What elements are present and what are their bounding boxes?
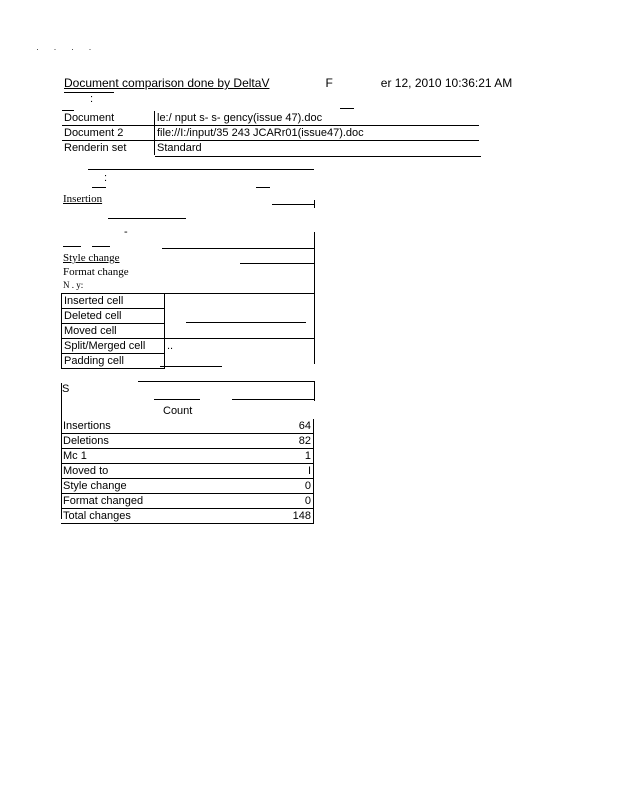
table-row bbox=[61, 509, 314, 524]
legend-colon: : bbox=[104, 172, 108, 184]
table-row bbox=[62, 294, 316, 309]
table-row bbox=[62, 126, 479, 141]
table-row bbox=[61, 494, 314, 509]
comparison-title bbox=[64, 76, 512, 90]
doc-table-bottomline bbox=[155, 156, 481, 157]
doc-path: Standard bbox=[155, 141, 480, 156]
table-row bbox=[61, 403, 314, 419]
table-row bbox=[62, 324, 316, 339]
title-right-text: er 12, 2010 10:36:21 AM bbox=[380, 76, 513, 90]
doc-label: Document bbox=[64, 112, 115, 124]
legend-format-change: Format change bbox=[63, 266, 129, 278]
legend-line-f bbox=[92, 246, 110, 247]
cell-label: Moved cell bbox=[62, 324, 165, 339]
stat-label: Style change bbox=[63, 480, 127, 492]
table-row bbox=[61, 479, 314, 494]
stats-left-border bbox=[61, 417, 62, 519]
stat-label: Mc 1 bbox=[63, 450, 87, 462]
doc-table-topline-mid bbox=[340, 108, 354, 109]
cell-label: Split/Merged cell bbox=[62, 339, 165, 354]
statistics-table bbox=[61, 403, 314, 524]
table-row bbox=[61, 449, 314, 464]
stat-count: I bbox=[161, 464, 314, 479]
stat-count: 64 bbox=[161, 419, 314, 434]
table-row bbox=[62, 111, 479, 126]
legend-line-j bbox=[160, 366, 222, 367]
table-row bbox=[61, 419, 314, 434]
table-row bbox=[61, 434, 314, 449]
legend-line-a bbox=[92, 187, 106, 188]
stat-label: Format changed bbox=[63, 495, 144, 507]
legend-line-g bbox=[162, 248, 314, 249]
stat-label: Insertions bbox=[63, 420, 111, 432]
legend-line-e bbox=[63, 246, 81, 247]
corner-dots: · · · · bbox=[36, 44, 98, 54]
stat-count: 148 bbox=[161, 509, 314, 524]
legend-topline bbox=[88, 169, 314, 170]
stat-count: 0 bbox=[161, 494, 314, 509]
legend-dash: - bbox=[124, 226, 128, 238]
doc-path: le:/ nput s- s- gency(issue 47).doc bbox=[155, 111, 480, 126]
legend-partial-text: N . y: bbox=[63, 280, 84, 290]
cell-label: Inserted cell bbox=[62, 294, 165, 309]
legend-line-i bbox=[186, 322, 306, 323]
stat-count: 1 bbox=[161, 449, 314, 464]
cell-legend-table bbox=[61, 293, 315, 369]
doc-label: Renderin set bbox=[64, 142, 127, 154]
stat-count: 82 bbox=[161, 434, 314, 449]
stats-right-edge bbox=[314, 381, 315, 401]
legend-line-b bbox=[256, 187, 270, 188]
stat-label: Deletions bbox=[63, 435, 109, 447]
table-row bbox=[61, 464, 314, 479]
title-left-text: Document comparison done by DeltaV bbox=[64, 76, 270, 90]
stats-line-a bbox=[154, 399, 200, 400]
legend-line-c bbox=[272, 204, 314, 205]
stats-topline bbox=[138, 381, 314, 382]
stat-count: 0 bbox=[161, 479, 314, 494]
cell-label: Padding cell bbox=[62, 354, 165, 369]
documents-table bbox=[62, 111, 479, 155]
title-underline-fragment bbox=[64, 92, 114, 93]
stat-label: Moved to bbox=[63, 465, 109, 477]
legend-vline-top bbox=[314, 200, 315, 208]
table-row bbox=[62, 339, 316, 354]
stat-label: Total changes bbox=[63, 510, 131, 522]
legend-line-d bbox=[108, 218, 186, 219]
legend-style-change: Style change bbox=[63, 252, 120, 264]
title-mid-text: F bbox=[325, 76, 333, 90]
stats-line-b bbox=[232, 399, 314, 400]
doc-path: file://I:/input/35 243 JCARr01(issue47).doc bbox=[155, 126, 480, 141]
legend-insertion: Insertion bbox=[63, 193, 103, 205]
cell-extra: .. bbox=[167, 340, 174, 353]
cell-label: Deleted cell bbox=[62, 309, 165, 324]
legend-line-h bbox=[240, 263, 314, 264]
doc-label: Document 2 bbox=[64, 127, 124, 139]
table-row bbox=[62, 141, 479, 156]
stats-marker: S bbox=[62, 383, 70, 395]
count-header: Count bbox=[163, 405, 193, 417]
subtitle-text: : bbox=[90, 93, 94, 105]
